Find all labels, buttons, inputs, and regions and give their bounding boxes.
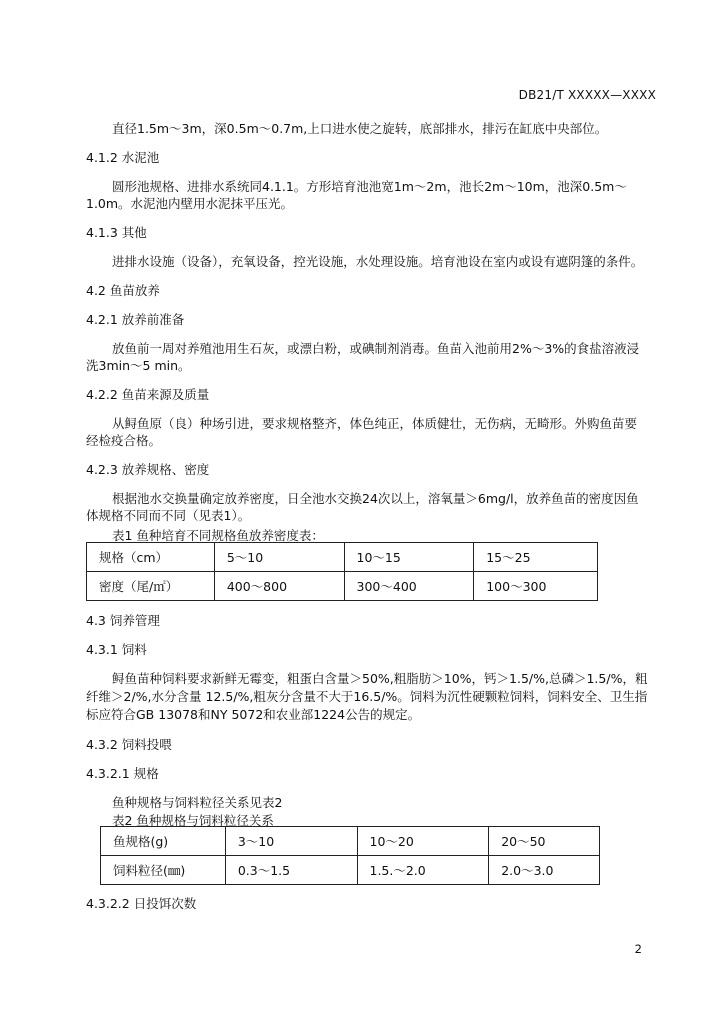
table-cell: 10～15: [344, 543, 474, 572]
table-cell: 100～300: [474, 572, 598, 601]
table-row: [101, 856, 600, 885]
paragraph-feed-line2: 纤维＞2/%,水分含量 12.5/%,粗灰分含量不大于16.5/%。饲料为沉性硬颗粒饲料，饲料安全、卫生指: [86, 689, 648, 704]
table1-caption: 表1 鱼种培育不同规格鱼放养密度表：: [112, 528, 324, 543]
table-cell: 20～50: [489, 827, 600, 856]
document-code: DB21/T XXXXX—XXXX: [518, 88, 656, 102]
heading-4-2-2: 4.2.2 鱼苗来源及质量: [86, 387, 210, 402]
paragraph-cement-pond-line1: 圆形池规格、进排水系统同4.1.1。方形培育池池宽1m～2m，池长2m～10m，池深0.5m～: [112, 179, 627, 194]
heading-4-2-1: 4.2.1 放养前准备: [86, 312, 185, 327]
table-cell: 5～10: [214, 543, 344, 572]
paragraph-density-line1: 根据池水交换量确定放养密度，日全池水交换24次以上，溶氧量＞6mg/l，放养鱼苗的密度因鱼: [112, 491, 639, 506]
table-cell: 3～10: [225, 827, 357, 856]
table-cell: 规格（cm）: [87, 543, 215, 572]
heading-4-3-2: 4.3.2 饲料投喂: [86, 737, 172, 752]
heading-4-3-1: 4.3.1 饲料: [86, 642, 147, 657]
paragraph-source-line1: 从鲟鱼原（良）种场引进，要求规格整齐，体色纯正，体质健壮，无伤病，无畸形。外购鱼苗要: [112, 416, 638, 431]
table-cell: 鱼规格(g): [101, 827, 226, 856]
table-cell: 10～20: [357, 827, 489, 856]
table-row: [101, 827, 600, 856]
table1-stocking-density: [86, 542, 598, 601]
table-cell: 密度（尾/㎡）: [87, 572, 215, 601]
heading-4-3-2-2: 4.3.2.2 日投饵次数: [86, 896, 197, 911]
paragraph-preparation-line1: 放鱼前一周对养殖池用生石灰，或漂白粉，或碘制剂消毒。鱼苗入池前用2%～3%的食盐溶液浸: [112, 341, 640, 356]
table-cell: 15～25: [474, 543, 598, 572]
paragraph-facilities: 进排水设施（设备），充氧设备，控光设施，水处理设施。培育池设在室内或设有遮阴篷的条件。: [112, 254, 644, 269]
table-row: [87, 543, 598, 572]
paragraph-preparation-line2: 洗3min～5 min。: [86, 358, 191, 373]
table-row: [87, 572, 598, 601]
table2-caption: 表2 鱼种规格与饲料粒径关系: [112, 813, 274, 828]
heading-4-1-3: 4.1.3 其他: [86, 225, 147, 240]
table-cell: 400～800: [214, 572, 344, 601]
paragraph-source-line2: 经检疫合格。: [86, 433, 162, 448]
heading-4-2-3: 4.2.3 放养规格、密度: [86, 462, 210, 477]
table-cell: 1.5.～2.0: [357, 856, 489, 885]
paragraph-feed-line1: 鲟鱼苗种饲料要求新鲜无霉变，粗蛋白含量＞50%,粗脂肪＞10%，钙＞1.5/%,总磷＞1.5/%，粗: [112, 671, 648, 686]
paragraph-feed-size-ref: 鱼种规格与饲料粒径关系见表2: [112, 795, 283, 810]
heading-4-2: 4.2 鱼苗放养: [86, 283, 160, 298]
table-cell: 2.0～3.0: [489, 856, 600, 885]
paragraph-pond-size: 直径1.5m～3m，深0.5m～0.7m,上口进水使之旋转，底部排水，排污在缸底中央部位。: [112, 121, 608, 136]
paragraph-density-line2: 体规格不同而不同（见表1）。: [86, 508, 251, 523]
table-cell: 饲料粒径(㎜): [101, 856, 226, 885]
table2-feed-particle-size: [100, 826, 600, 885]
paragraph-cement-pond-line2: 1.0m。水泥池内壁用水泥抹平压光。: [86, 196, 294, 211]
table-cell: 300～400: [344, 572, 474, 601]
paragraph-feed-line3: 标应符合GB 13078和NY 5072和农业部1224公告的规定。: [86, 707, 421, 722]
table-cell: 0.3～1.5: [225, 856, 357, 885]
heading-4-1-2: 4.1.2 水泥池: [86, 150, 160, 165]
page-number: 2: [634, 942, 642, 956]
heading-4-3: 4.3 饲养管理: [86, 613, 160, 628]
heading-4-3-2-1: 4.3.2.1 规格: [86, 766, 159, 781]
